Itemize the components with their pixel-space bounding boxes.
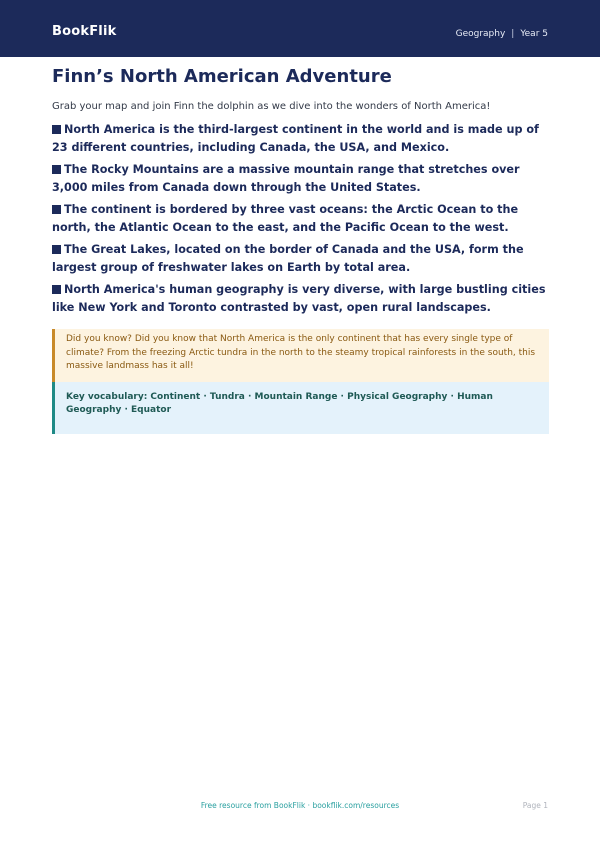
square-bullet-icon xyxy=(52,205,61,214)
square-bullet-icon xyxy=(52,285,61,294)
fact-item xyxy=(52,281,549,317)
key-vocabulary-box: Key vocabulary: Continent · Tundra · Mountain Range · Physical Geography · Human Geography · Equator xyxy=(52,382,549,434)
header-meta xyxy=(456,29,548,39)
fact-item xyxy=(52,201,549,237)
did-you-know-callout: Did you know? Did you know that North America is the only continent that has every single type of climate? From the freezing Arctic tundra in the north to the steamy tropical rainforests in the south, this massive landmass has it all! xyxy=(52,329,549,382)
square-bullet-icon xyxy=(52,165,61,174)
square-bullet-icon xyxy=(52,245,61,254)
page-title: Finn’s North American Adventure xyxy=(52,66,392,87)
fact-item xyxy=(52,241,549,277)
meta-separator: | xyxy=(511,29,515,39)
fact-text: The Rocky Mountains are a massive mountain range that stretches over 3,000 miles from Canada down through the United States. xyxy=(52,163,520,194)
square-bullet-icon xyxy=(52,125,61,134)
intro-text: Grab your map and join Finn the dolphin as we dive into the wonders of North America! xyxy=(52,101,491,112)
fact-item xyxy=(52,121,549,157)
fact-text: The Great Lakes, located on the border of Canada and the USA, form the largest group of freshwater lakes on Earth by total area. xyxy=(52,243,524,274)
footer-resource-link[interactable]: Free resource from BookFlik · bookflik.com/resources xyxy=(200,801,400,810)
fact-item xyxy=(52,161,549,197)
page-footer xyxy=(0,801,600,815)
fact-text: The continent is bordered by three vast oceans: the Arctic Ocean to the north, the Atlantic Ocean to the east, and the Pacific Ocean to the west. xyxy=(52,203,519,234)
fact-list xyxy=(52,121,549,317)
header-bar xyxy=(0,0,600,57)
brand-logo-text[interactable]: BookFlik xyxy=(52,24,117,39)
worksheet-content xyxy=(52,65,549,434)
fact-text: North America's human geography is very diverse, with large bustling cities like New York and Toronto contrasted by vast, open rural landscapes. xyxy=(52,283,546,314)
page-number: Page 1 xyxy=(522,801,548,810)
fact-text: North America is the third-largest continent in the world and is made up of 23 different countries, including Canada, the USA, and Mexico. xyxy=(52,123,539,154)
year-label: Year 5 xyxy=(520,29,548,39)
subject-label: Geography xyxy=(455,29,506,39)
